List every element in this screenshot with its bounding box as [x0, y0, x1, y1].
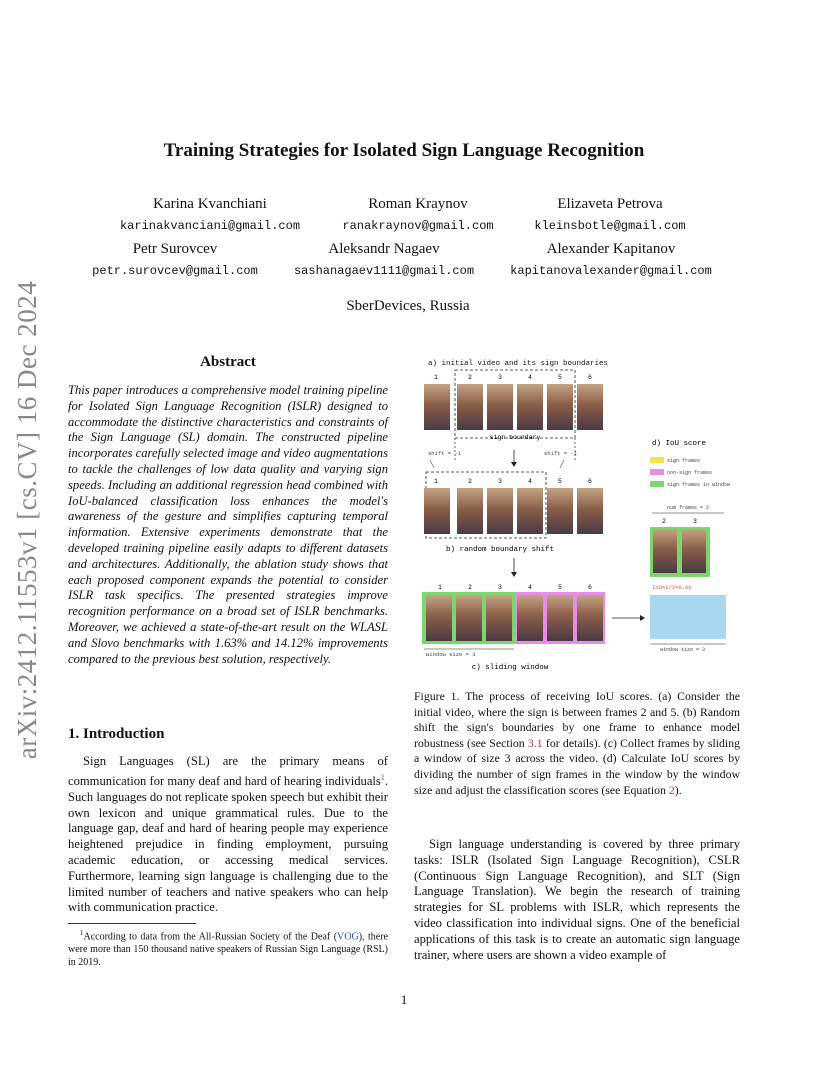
figure-1 [414, 352, 744, 677]
footnote [68, 927, 388, 969]
video-frame [487, 384, 513, 430]
abstract-heading: Abstract [200, 354, 256, 370]
iou-value-label: IoU=2/3=0.66 [652, 584, 692, 591]
intro-text-part: . Such languages do not replicate spoken speech but exhibit their own lexicon and unique grammatical rules. Due to the language gap, deaf and hard of hearing people may experience heightened prejudice in finding employment, pursuing academic education, or accessing medical services. Furthermore, learning sign language is challenging due to the limited number of teachers and native speakers who can help with communication practice. [68, 773, 389, 915]
video-frame [682, 529, 706, 573]
footnote-text: According to data from the All-Russian Society of the Deaf ( [83, 931, 338, 943]
frame-number: 2 [662, 518, 666, 525]
equation-reference-link[interactable]: 2 [668, 782, 675, 797]
legend-label: sign frames [667, 458, 701, 464]
window-size-label: window size = 3 [660, 647, 706, 653]
frame-number: 6 [588, 584, 592, 591]
legend-swatch-nonsign [650, 469, 664, 475]
author-name: Petr Surovcev [132, 241, 218, 257]
body-paragraph: Sign language understanding is covered by three primary tasks: ISLR (Isolated Sign Language Recognition), CSLR (Continuous Sign Language Recognition), and SLT (Sign Language Translation). We begin the research of training strategies for SL problems with ISLR, which represents the video classification into individual signs. One of the beneficial applications of this task is to create an automatic sign language trainer, where users are shown a video example of [414, 837, 740, 962]
author-email: kleinsbotle@gmail.com [534, 219, 686, 233]
author-email: karinakvanciani@gmail.com [119, 219, 301, 233]
frame-number: 4 [528, 584, 532, 591]
author-email: petr.surovcev@gmail.com [92, 264, 258, 278]
frame-number: 3 [498, 478, 502, 485]
author-name: Elizaveta Petrova [557, 196, 663, 212]
affiliation: SberDevices, Russia [346, 298, 470, 314]
section-reference-link[interactable]: 3.1 [527, 735, 543, 750]
page-number: 1 [400, 992, 408, 1007]
sign-boundary-label: sign boundary [489, 434, 541, 441]
legend-swatch-sign [650, 457, 664, 463]
caption-text: for details). (c) Collect frames by sliding a window of size 3 across the video. (d) Calculate IoU scores by dividing the number of sign frames in the window by the window size and adjust the classification scores (see Equation [414, 735, 740, 797]
video-frame [517, 488, 543, 534]
intro-paragraph [68, 754, 388, 916]
frame-number: 4 [528, 478, 532, 485]
figure-label-d: d) IoU score [652, 440, 707, 448]
frame-number: 6 [588, 374, 592, 381]
video-frame [424, 488, 450, 534]
video-frame [653, 529, 677, 573]
frame-number: 5 [558, 478, 562, 485]
caption-text: Figure 1. The process of receiving IoU scores. (a) Consider the initial video, where the sign is between frames 2 and 5. (b) Random shift the sign's boundaries by one frame to enhance model robustness (see Section [414, 689, 740, 750]
footnote-marker[interactable]: 1 [380, 772, 385, 782]
frame-numbers-a [434, 374, 592, 381]
legend-label: non-sign frames [667, 470, 713, 476]
window-size-label: window size = 3 [426, 651, 476, 658]
frame-number: 1 [434, 374, 438, 381]
frame-number: 2 [468, 478, 472, 485]
legend-swatch-window [650, 481, 664, 487]
video-frame [547, 384, 573, 430]
video-frame [456, 595, 482, 641]
figure-label-c: c) sliding window [471, 664, 549, 672]
footnote-text: ), there were more than 150 thousand native speakers of Russian Sign Language (RSL) in 2019. [68, 931, 388, 969]
abstract-text: This paper introduces a comprehensive model training pipeline for Isolated Sign Language Recognition (ISLR) designed to accommodate the distinctive characteristics and constraints of the Sign Language (SL) domain. The constructed pipeline incorporates carefully selected image and video augmentations to tackle the challenges of low data quality and varying sign speeds. Including an additional regression head combined with IoU-balanced classification loss enhances the model's awareness of the gesture and simplifies capturing temporal information. Extensive experiments demonstrate that the developed training pipeline easily adapts to different datasets and architectures. Additionally, the ablation study shows that each proposed component expands the potential to consider ISLR task specifics. The presented strategies improve recognition performance on a broad set of ISLR benchmarks. Moreover, we achieved a state-of-the-art result on the WLASL and Slovo benchmarks with 1.63% and 14.12% improvements compared to the previous best solution, respectively. [68, 383, 388, 666]
video-frame [517, 595, 543, 641]
video-frame [457, 488, 483, 534]
intro-text-part: Sign Languages (SL) are the primary means of communication for many deaf and hard of hearing individuals [68, 754, 388, 788]
frame-number: 4 [528, 374, 532, 381]
shift-arrow [560, 460, 564, 468]
shift-arrow [430, 460, 434, 468]
footnote-link[interactable]: VOG [337, 931, 359, 943]
author-name: Roman Kraynov [368, 196, 468, 212]
video-frame [487, 488, 513, 534]
frame-number: 2 [468, 584, 472, 591]
arxiv-identifier: arXiv:2412.11553v1 [cs.CV] 16 Dec 2024 [12, 280, 42, 760]
video-frame [577, 595, 603, 641]
paper-title: Training Strategies for Isolated Sign Language Recognition [163, 140, 645, 161]
author-email: sashanagaev1111@gmail.com [293, 264, 475, 278]
frame-number: 5 [558, 374, 562, 381]
video-frame [547, 595, 573, 641]
author-name: Aleksandr Nagaev [328, 241, 440, 257]
author-email: ranakraynov@gmail.com [342, 219, 494, 233]
frame-number: 6 [588, 478, 592, 485]
video-frame [457, 384, 483, 430]
iou-result-box [650, 595, 726, 639]
frame-number: 1 [434, 478, 438, 485]
frame-number: 5 [558, 584, 562, 591]
footnote-divider [68, 923, 196, 924]
caption-text: ). [674, 782, 682, 797]
video-frame [424, 384, 450, 430]
frame-number: 3 [498, 374, 502, 381]
frames-row-b [424, 488, 603, 534]
frame-number: 3 [693, 518, 697, 525]
video-frame [426, 595, 452, 641]
frame-number: 2 [468, 374, 472, 381]
shift-right-label: shift = -1 [544, 450, 578, 457]
video-frame [486, 595, 512, 641]
video-frame [577, 488, 603, 534]
legend-label: sign frames in window [667, 482, 731, 488]
shift-left-label: shift = -1 [428, 450, 462, 457]
figure-label-b: b) random boundary shift [445, 546, 555, 554]
frame-numbers-c [438, 584, 592, 591]
frames-row-a [424, 384, 603, 430]
author-email: kapitanovalexander@gmail.com [510, 264, 712, 278]
section-heading-introduction: 1. Introduction [68, 726, 165, 742]
num-frames-label: num frames = 2 [666, 505, 710, 511]
frame-number: 3 [498, 584, 502, 591]
author-name: Karina Kvanchiani [153, 196, 267, 212]
video-frame [547, 488, 573, 534]
frame-numbers-b [434, 478, 592, 485]
footnote-number: 1 [80, 929, 84, 937]
video-frame [577, 384, 603, 430]
video-frame [517, 384, 543, 430]
author-name: Alexander Kapitanov [546, 241, 676, 257]
figure-label-a: a) initial video and its sign boundaries [428, 360, 609, 368]
frame-number: 1 [438, 584, 442, 591]
figure-caption [414, 689, 740, 798]
